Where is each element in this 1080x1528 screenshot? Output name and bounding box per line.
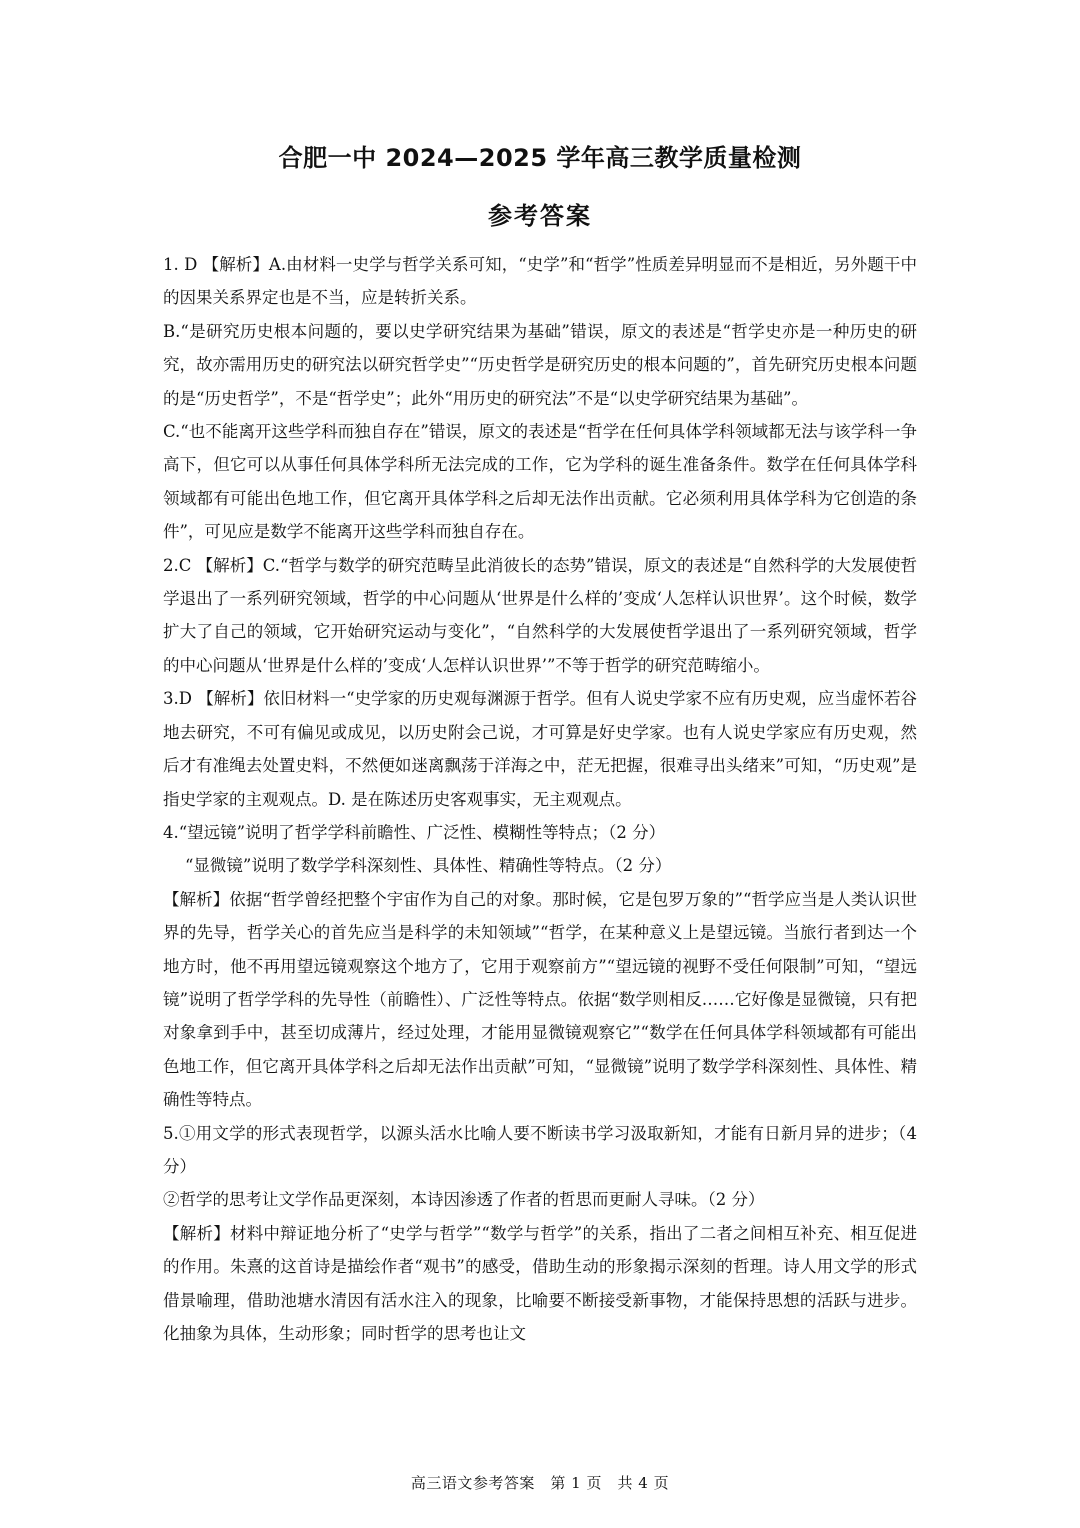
answer-4-paragraph: 4.“望远镜”说明了哲学学科前瞻性、广泛性、模糊性等特点；（2 分）	[163, 822, 666, 842]
answer-5-analysis-paragraph: 【解析】材料中辩证地分析了“史学与哲学”“数学与哲学”的关系，指出了二者之间相互补充、相互促进的作用。朱熹的这首诗是描绘作者“观书”的感受，借助生动的形象揭示深刻的哲理。诗人用文学的形式借景喻理，借助池塘水清因有活水注入的现象，比喻要不断接受新事物，才能保持思想的活跃与进步。化抽象为具体，生动形象；同时哲学的思考也让文	[163, 1223, 917, 1343]
answer-body	[163, 248, 917, 1350]
answer-1-paragraph: 1. D 【解析】A.由材料一史学与哲学关系可知，“史学”和“哲学”性质差异明显而不是相近，另外题干中的因果关系界定也是不当，应是转折关系。	[163, 255, 917, 308]
answer-3-paragraph: 3.D 【解析】依旧材料一“史学家的历史观每渊源于哲学。但有人说史学家不应有历史观，应当虚怀若谷地去研究，不可有偏见或成见，以历史附会己说，才可算是好史学家。也有人说史学家应有历史观，然后才有准绳去处置史料，不然便如迷离飘荡于洋海之中，茫无把握，很难寻出头绪来”可知，“历史观”是指史学家的主观观点。D. 是在陈述历史客观事实，无主观观点。	[163, 689, 917, 809]
answer-5-point-2: ②哲学的思考让文学作品更深刻，本诗因渗透了作者的哲思而更耐人寻味。（2 分）	[163, 1190, 765, 1210]
answer-1-option-b-paragraph: B.“是研究历史根本问题的，要以史学研究结果为基础”错误，原文的表述是“哲学史亦是一种历史的研究，故亦需用历史的研究法以研究哲学史”“历史哲学是研究历史的根本问题的”，首先研究历史根本问题的是“历史哲学”，不是“哲学史”；此外“用历史的研究法”不是“以史学研究结果为基础”。	[163, 321, 917, 408]
page-title: 合肥一中 2024—2025 学年高三教学质量检测	[278, 144, 802, 172]
answer-4-analysis-paragraph: 【解析】依据“哲学曾经把整个宇宙作为自己的对象。那时候，它是包罗万象的”“哲学应当是人类认识世界的先导，哲学关心的首先应当是科学的未知领域”“哲学，在某种意义上是望远镜。当旅行者到达一个地方时，他不再用望远镜观察这个地方了，它用于观察前方”“望远镜的视野不受任何限制”可知，“望远镜”说明了哲学学科的先导性（前瞻性）、广泛性等特点。依据“数学则相反……它好像是显微镜，只有把对象拿到手中，甚至切成薄片，经过处理，才能用显微镜观察它”“数学在任何具体学科领域都有可能出色地工作，但它离开具体学科之后却无法作出贡献”可知，“显微镜”说明了数学学科深刻性、具体性、精确性等特点。	[163, 889, 917, 1110]
page-subtitle: 参考答案	[488, 202, 592, 230]
answer-1-option-c-paragraph: C.“也不能离开这些学科而独自存在”错误，原文的表述是“哲学在任何具体学科领域都无法与该学科一争高下，但它可以从事任何具体学科所无法完成的工作，它为学科的诞生准备条件。数学在任何具体学科领域都有可能出色地工作，但它离开具体学科之后却无法作出贡献。它必须利用具体学科为它创造的条件”，可见应是数学不能离开这些学科而独自存在。	[163, 422, 917, 542]
answer-4-second-point: “显微镜”说明了数学学科深刻性、具体性、精确性等特点。（2 分）	[185, 856, 672, 876]
answer-2-paragraph: 2.C 【解析】C.“哲学与数学的研究范畴呈此消彼长的态势”错误，原文的表述是“自然科学的大发展使哲学退出了一系列研究领域，哲学的中心问题从‘世界是什么样的’变成‘人怎样认识世界’。这个时候，数学扩大了自己的领域，它开始研究运动与变化”，“自然科学的大发展使哲学退出了一系列研究领域，哲学的中心问题从‘世界是什么样的’变成‘人怎样认识世界’”不等于哲学的研究范畴缩小。	[163, 555, 917, 675]
page-footer: 高三语文参考答案 第 1 页 共 4 页	[410, 1474, 670, 1492]
answer-5-point-1: 5.①用文学的形式表现哲学，以源头活水比喻人要不断读书学习汲取新知，才能有日新月异的进步；（4 分）	[163, 1123, 917, 1176]
